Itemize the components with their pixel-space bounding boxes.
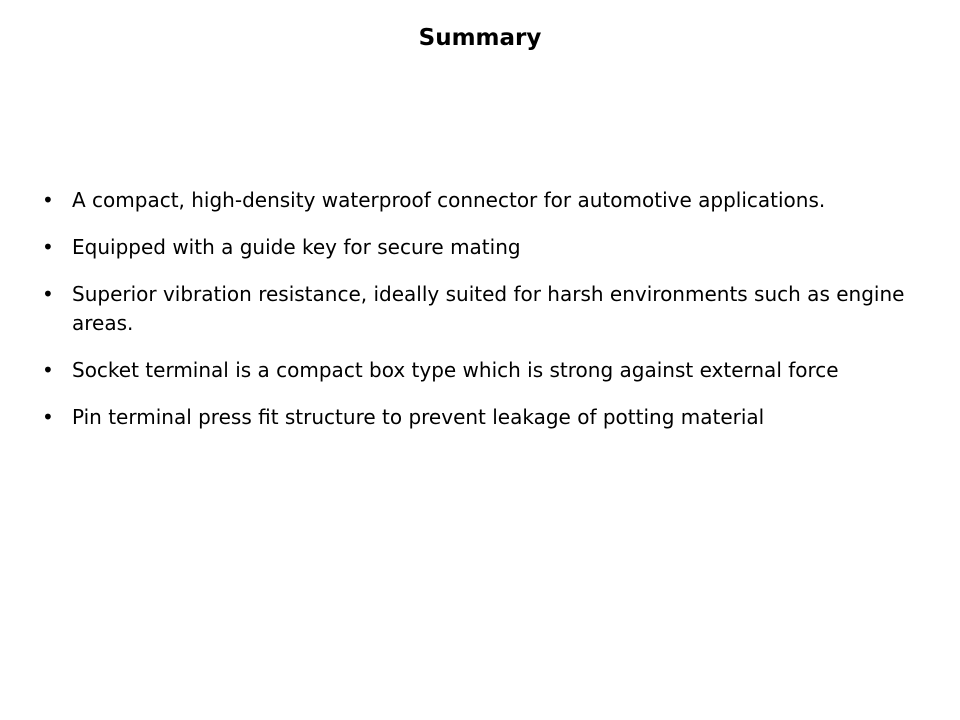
bullet-text: Socket terminal is a compact box type which is strong against external force (72, 358, 839, 382)
bullet-text: A compact, high-density waterproof connector for automotive applications. (72, 188, 826, 212)
bullet-item (40, 356, 930, 385)
slide-title: Summary (418, 25, 542, 51)
bullet-text: Equipped with a guide key for secure mating (72, 235, 521, 259)
bullet-dot: • (42, 358, 54, 382)
bullet-dot: • (42, 405, 54, 429)
bullet-item (40, 403, 930, 432)
bullet-list (40, 186, 930, 450)
bullet-item (40, 280, 930, 338)
bullet-text: Superior vibration resistance, ideally suited for harsh environments such as engine areas. (72, 282, 905, 335)
bullet-dot: • (42, 188, 54, 212)
bullet-dot: • (42, 235, 54, 259)
bullet-text: Pin terminal press fit structure to prevent leakage of potting material (72, 405, 765, 429)
bullet-item (40, 233, 930, 262)
bullet-dot: • (42, 282, 54, 306)
bullet-item (40, 186, 930, 215)
